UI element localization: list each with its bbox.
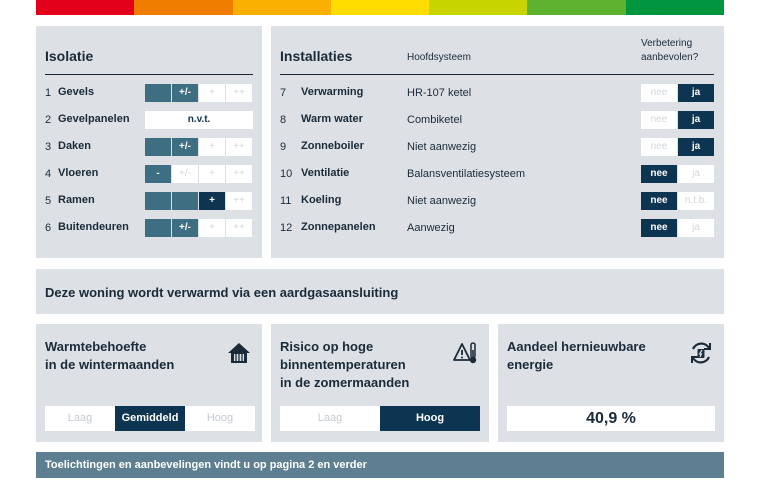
row-label: Daken: [58, 140, 92, 152]
rating-cell: +: [199, 192, 226, 210]
rating-cell: +/-: [172, 84, 199, 102]
recommend-yes: ja: [678, 219, 714, 237]
rating-cell: [172, 192, 199, 210]
gas-notice-text: Deze woning wordt verwarmd via een aardgasaansluiting: [45, 285, 399, 300]
row-label: Koeling: [301, 194, 342, 206]
recommend-yes: ja: [678, 111, 714, 129]
row-system: Balansventilatiesysteem: [407, 168, 526, 180]
row-label: Verwarming: [301, 86, 364, 98]
row-number: 4: [45, 168, 52, 180]
footer-text: Toelichtingen en aanbevelingen vindt u op pagina 2 en verder: [45, 459, 367, 471]
rating-cell: ++: [226, 165, 253, 183]
row-label: Ramen: [58, 194, 95, 206]
warmtebehoefte-title-line2: in de wintermaanden: [45, 357, 175, 372]
rating-nvt: n.v.t.: [145, 111, 253, 129]
energy-color-segment: [36, 0, 134, 15]
isolatie-rating: [145, 192, 253, 210]
rating-cell: ++: [226, 84, 253, 102]
warmte-scale-option: Hoog: [185, 406, 255, 431]
isolatie-row: [36, 192, 262, 210]
row-label: Gevelpanelen: [58, 113, 130, 125]
energy-color-segment: [233, 0, 331, 15]
rating-cell: +/-: [172, 219, 199, 237]
energy-color-segment: [626, 0, 724, 15]
house-heat-icon: [226, 340, 252, 366]
isolatie-row: [36, 219, 262, 237]
risico-title-line1: Risico op hoge: [280, 339, 374, 354]
rating-cell: +: [199, 219, 226, 237]
row-system: Combiketel: [407, 114, 463, 126]
row-label: Zonneboiler: [301, 140, 364, 152]
hernieuwbaar-panel: [498, 324, 724, 442]
risico-title-line3: in de zomermaanden: [280, 375, 410, 390]
isolatie-row: [36, 111, 262, 129]
rating-cell: ++: [226, 138, 253, 156]
warmte-scale-option: Laag: [45, 406, 115, 431]
energy-color-segment: [429, 0, 527, 15]
rating-cell: [145, 84, 172, 102]
energy-color-segment: [134, 0, 232, 15]
hernieuwbaar-title: [507, 338, 646, 374]
warmtebehoefte-title-line1: Warmtebehoefte: [45, 339, 147, 354]
recommend-no: nee: [641, 84, 677, 102]
recommend-no: nee: [641, 111, 677, 129]
energy-label-colorbar: [36, 0, 724, 15]
warmtebehoefte-title: [45, 338, 174, 374]
installatie-row: [271, 219, 724, 237]
row-label: Buitendeuren: [58, 221, 129, 233]
isolatie-rating: [145, 219, 253, 237]
installaties-title: Installaties: [280, 48, 353, 64]
row-label: Ventilatie: [301, 167, 350, 179]
recommend-no: nee: [641, 165, 677, 183]
recommend-yes: ja: [678, 138, 714, 156]
recommendation-toggle: [641, 219, 715, 237]
row-system: HR-107 ketel: [407, 87, 472, 99]
row-label: Warm water: [301, 113, 363, 125]
rating-cell: ++: [226, 219, 253, 237]
risico-title: [280, 338, 409, 392]
installatie-row: [271, 84, 724, 102]
risico-scale-option: Hoog: [380, 406, 480, 431]
recommendation-toggle: [641, 84, 715, 102]
row-number: 7: [280, 87, 287, 99]
isolatie-rating: [145, 138, 253, 156]
risico-title-line2: binnentemperaturen: [280, 357, 406, 372]
renewable-energy-icon: [688, 340, 714, 366]
rating-cell: ++: [226, 192, 253, 210]
installaties-divider: [280, 74, 714, 75]
hernieuwbaar-title-line1: Aandeel hernieuwbare: [507, 339, 646, 354]
column-aanbevolen: aanbevolen?: [641, 52, 699, 63]
warmtebehoefte-panel: [36, 324, 262, 442]
isolatie-rating: [145, 111, 253, 129]
row-number: 8: [280, 114, 287, 126]
installatie-row: [271, 192, 724, 210]
rating-cell: [145, 192, 172, 210]
installatie-row: [271, 165, 724, 183]
row-number: 5: [45, 195, 52, 207]
row-system: Aanwezig: [407, 222, 455, 234]
isolatie-panel: [36, 26, 262, 258]
rating-cell: +: [199, 84, 226, 102]
row-number: 11: [280, 195, 292, 207]
row-number: 2: [45, 114, 52, 126]
isolatie-row: [36, 84, 262, 102]
isolatie-divider: [45, 74, 253, 75]
installatie-row: [271, 138, 724, 156]
row-number: 10: [280, 168, 293, 180]
recommend-yes: n.t.b.: [678, 192, 714, 210]
rating-cell: +: [199, 165, 226, 183]
rating-cell: -: [145, 165, 172, 183]
row-label: Gevels: [58, 86, 95, 98]
installaties-panel: [271, 26, 724, 258]
row-number: 3: [45, 141, 52, 153]
thermometer-warning-icon: [453, 340, 479, 366]
rating-cell: [145, 138, 172, 156]
isolatie-row: [36, 138, 262, 156]
rating-cell: +/-: [172, 138, 199, 156]
footer-bar: [36, 452, 724, 478]
recommend-yes: ja: [678, 84, 714, 102]
row-system: Niet aanwezig: [407, 195, 477, 207]
row-label: Vloeren: [58, 167, 99, 179]
energy-color-segment: [331, 0, 429, 15]
warmtebehoefte-scale: [45, 406, 255, 431]
isolatie-rating: [145, 84, 253, 102]
energy-color-segment: [527, 0, 625, 15]
recommendation-toggle: [641, 192, 715, 210]
recommendation-toggle: [641, 165, 715, 183]
isolatie-rating: [145, 165, 253, 183]
row-number: 12: [280, 222, 293, 234]
row-number: 6: [45, 222, 52, 234]
hernieuwbaar-title-line2: energie: [507, 357, 554, 372]
risico-panel: [271, 324, 489, 442]
row-label: Zonnepanelen: [301, 221, 376, 233]
rating-cell: [145, 219, 172, 237]
recommend-no: nee: [641, 138, 677, 156]
recommend-no: nee: [641, 219, 677, 237]
isolatie-title: Isolatie: [45, 48, 94, 64]
row-number: 9: [280, 141, 287, 153]
installatie-row: [271, 111, 724, 129]
risico-scale: [280, 406, 480, 431]
recommendation-toggle: [641, 138, 715, 156]
column-verbetering: Verbetering: [641, 38, 693, 49]
rating-cell: +: [199, 138, 226, 156]
warmte-scale-option: Gemiddeld: [115, 406, 185, 431]
recommend-yes: ja: [678, 165, 714, 183]
recommendation-toggle: [641, 111, 715, 129]
row-number: 1: [45, 87, 52, 99]
isolatie-row: [36, 165, 262, 183]
column-hoofdsysteem: Hoofdsysteem: [407, 52, 471, 63]
row-system: Niet aanwezig: [407, 141, 477, 153]
hernieuwbaar-value: 40,9 %: [507, 406, 715, 431]
rating-cell: +/-: [172, 165, 199, 183]
risico-scale-option: Laag: [280, 406, 380, 431]
recommend-no: nee: [641, 192, 677, 210]
gas-notice-panel: [36, 269, 724, 314]
